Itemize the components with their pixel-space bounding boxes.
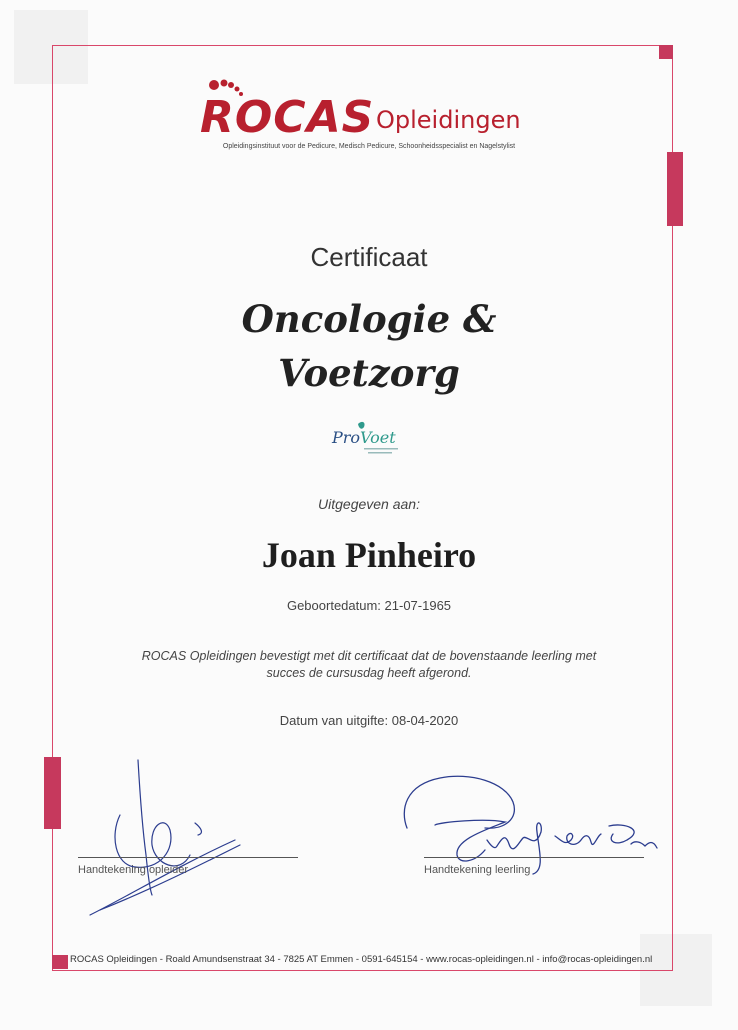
provoet-logo — [330, 420, 410, 460]
course-title-line1: Oncologie & — [241, 297, 497, 341]
birth-date: Geboortedatum: 21-07-1965 — [286, 598, 452, 613]
provoet-subline — [364, 448, 398, 450]
footer-marker — [52, 955, 68, 969]
certificate-label: Certificaat — [310, 242, 428, 272]
rocas-logo — [198, 76, 538, 143]
footer-contact: ROCAS Opleidingen - Roald Amundsenstraat 34 - 7825 AT Emmen - 0591-645154 - www.rocas-opleidingen.nl - info@rocas-opleidingen.nl — [70, 954, 653, 965]
course-title-line2: Voetzorg — [278, 351, 460, 395]
frame-tab-right — [667, 152, 683, 226]
teacher-signature-label: Handtekening opleider — [78, 864, 189, 876]
teacher-signature-line — [78, 857, 298, 858]
provoet-subline-2 — [368, 452, 392, 454]
issue-date: Datum van uitgifte: 08-04-2020 — [279, 713, 459, 728]
frame-tab-top-right — [659, 45, 673, 59]
issued-to-label: Uitgegeven aan: — [318, 496, 420, 512]
student-signature-line — [424, 857, 644, 858]
statement-line2: succes de cursusdag heeft afgerond. — [266, 666, 472, 680]
logo-tagline: Opleidingsinstituut voor de Pedicure, Medisch Pedicure, Schoonheidsspecialist en Nagelstylist — [222, 143, 516, 150]
teacher-signature — [80, 755, 260, 925]
recipient-name: Joan Pinheiro — [261, 535, 477, 575]
statement-line1: ROCAS Opleidingen bevestigt met dit certificaat dat de bovenstaande leerling met — [141, 649, 597, 663]
logo-text: ROCAS — [200, 92, 375, 143]
frame-tab-left — [44, 757, 61, 829]
course-title — [0, 292, 738, 400]
logo-suffix: Opleidingen — [376, 106, 521, 134]
provoet-voet: Voet — [360, 428, 396, 447]
student-signature-label: Handtekening leerling — [424, 864, 531, 876]
completion-statement — [0, 648, 738, 682]
provoet-pro: Pro — [332, 428, 361, 447]
